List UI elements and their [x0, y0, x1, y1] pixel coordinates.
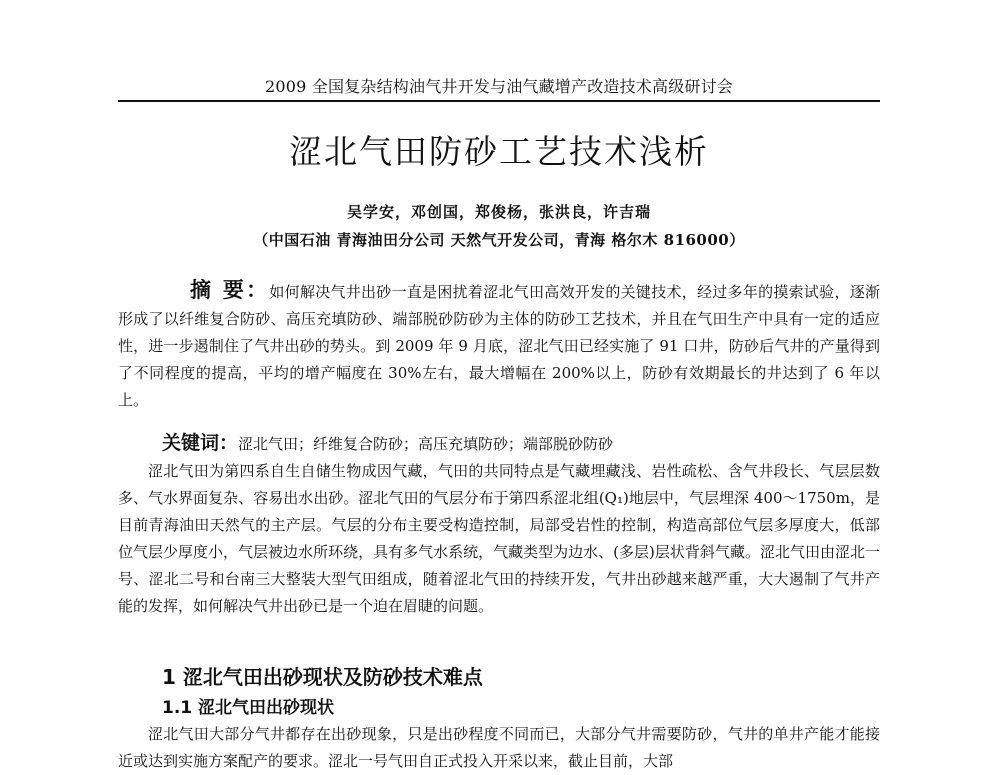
keywords-label: 关键词：: [162, 432, 239, 454]
subsection-heading: 1.1 涩北气田出砂现状: [162, 698, 335, 718]
section-heading: 1 涩北气田出砂现状及防砂技术难点: [162, 665, 483, 689]
header-rule: [118, 100, 880, 102]
author-list: 吴学安，邓创国，郑俊杨，张洪良，许吉瑞: [346, 203, 651, 221]
abstract: [118, 277, 880, 414]
author-affiliation: （中国石油 青海油田分公司 天然气开发公司，青海 格尔木 816000）: [253, 231, 745, 249]
keywords: [118, 430, 880, 458]
paper-title: 涩北气田防砂工艺技术浅析: [289, 132, 709, 171]
intro-paragraph: 涩北气田为第四系自生自储生物成因气藏，气田的共同特点是气藏埋藏浅、岩性疏松、含气井段长、气层层数多、气水界面复杂、容易出水出砂。涩北气田的气层分布于第四系涩北组(Q₁)地层中，气层埋深 400～1750m，是目前青海油田天然气的主产层。气层的分布主要受构造控制，局部受岩性的控制，构造高部位气层多厚度大，低部位气层少厚度小，气层被边水所环绕，具有多气水系统，气藏类型为边水、(多层)层状背斜气藏。涩北气田由涩北一号、涩北二号和台南三大整装大型气田组成，随着涩北气田的持续开发，气井出砂越来越严重，大大遏制了气井产能的发挥，如何解决气井出砂已是一个迫在眉睫的问题。: [118, 462, 880, 615]
section-body-paragraph: 涩北气田大部分气井都存在出砂现象，只是出砂程度不同而已，大部分气井需要防砂，气井的单井产能才能接近或达到实施方案配产的要求。涩北一号气田自正式投入开采以来，截止目前，大部: [118, 725, 880, 770]
abstract-label: 摘 要：: [190, 278, 270, 302]
keywords-text: 涩北气田；纤维复合防砂；高压充填防砂；端部脱砂防砂: [238, 435, 614, 453]
abstract-text: 如何解决气井出砂一直是困扰着涩北气田高效开发的关键技术，经过多年的摸索试验，逐渐形成了以纤维复合防砂、高压充填防砂、端部脱砂防砂为主体的防砂工艺技术，并且在气田生产中具有一定的适应性，进一步遏制住了气井出砂的势头。到 2009 年 9 月底，涩北气田已经实施了 91 口井，防砂后气井的产量得到了不同程度的提高，平均的增产幅度在 30%左右，最大增幅在 200%以上，防砂有效期最长的井达到了 6 年以上。: [118, 283, 880, 409]
conference-header: 2009 全国复杂结构油气井开发与油气藏增产改造技术高级研讨会: [264, 77, 733, 96]
